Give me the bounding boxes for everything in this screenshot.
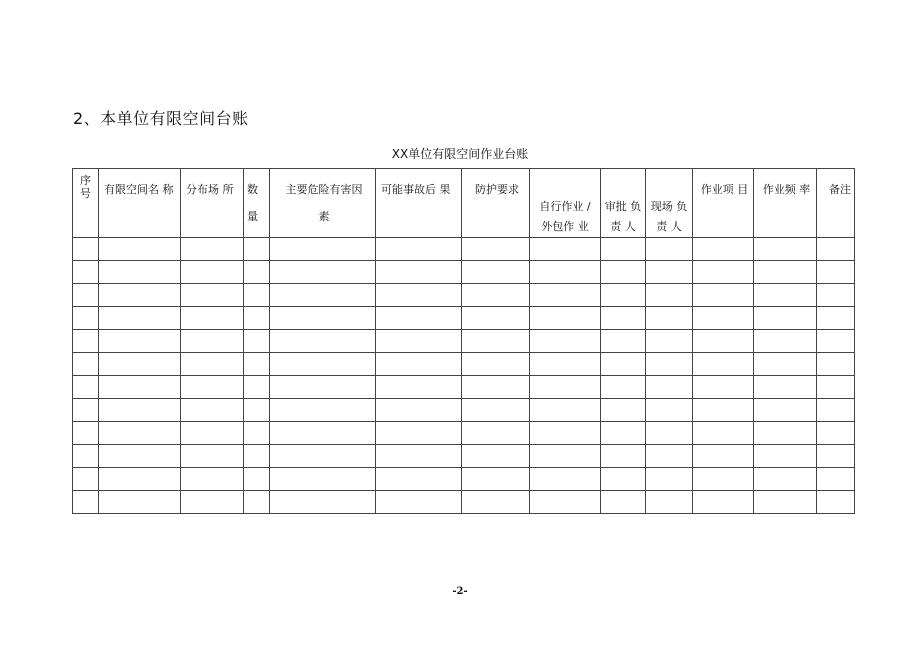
table-cell [817, 284, 855, 307]
table-cell [530, 376, 601, 399]
table-cell [73, 445, 99, 468]
table-cell [99, 284, 181, 307]
table-cell [376, 238, 462, 261]
table-cell [530, 399, 601, 422]
table-cell [601, 307, 646, 330]
table-cell [73, 422, 99, 445]
table-cell [462, 491, 530, 514]
table-cell [376, 353, 462, 376]
table-cell [73, 284, 99, 307]
header-label-work-item: 作业项 目 [700, 183, 749, 196]
table-cell [601, 353, 646, 376]
table-cell [530, 491, 601, 514]
table-cell [601, 399, 646, 422]
table-cell [244, 284, 270, 307]
table-cell [73, 238, 99, 261]
table-cell [693, 445, 754, 468]
table-cell [73, 376, 99, 399]
table-cell [646, 284, 693, 307]
table-cell [270, 353, 376, 376]
header-row [73, 169, 855, 238]
table-cell [754, 238, 817, 261]
table-cell [754, 422, 817, 445]
table-cell [601, 330, 646, 353]
table-cell [99, 238, 181, 261]
table-cell [376, 445, 462, 468]
header-label-location: 分布场 所 [186, 183, 234, 196]
table-cell [817, 238, 855, 261]
table-cell [693, 284, 754, 307]
table-cell [462, 284, 530, 307]
table-cell [376, 330, 462, 353]
table-cell [181, 422, 244, 445]
table-cell [181, 307, 244, 330]
table-cell [693, 307, 754, 330]
table-cell [693, 353, 754, 376]
table-cell [99, 491, 181, 514]
table-cell [270, 261, 376, 284]
table-cell [244, 330, 270, 353]
table-cell [462, 468, 530, 491]
header-label-approval-responsible: 审批 负 责 人 [604, 200, 642, 233]
table-cell [646, 445, 693, 468]
table-cell [181, 399, 244, 422]
table-row [73, 376, 855, 399]
table-cell [693, 468, 754, 491]
table-row [73, 307, 855, 330]
table-cell [462, 422, 530, 445]
table-cell [462, 376, 530, 399]
table-cell [693, 330, 754, 353]
table-cell [244, 376, 270, 399]
table-cell [244, 491, 270, 514]
table-cell [646, 376, 693, 399]
header-label-remarks: 备注 [829, 183, 851, 196]
table-cell [754, 353, 817, 376]
table-cell [270, 284, 376, 307]
table-cell [601, 422, 646, 445]
table-cell [244, 261, 270, 284]
table-cell [754, 445, 817, 468]
table-row [73, 399, 855, 422]
table-cell [270, 468, 376, 491]
table-cell [530, 422, 601, 445]
header-label-main-hazards: 主要危险有害因 素 [285, 183, 363, 223]
table-cell [646, 468, 693, 491]
table-cell [181, 284, 244, 307]
table-cell [462, 399, 530, 422]
table-cell [693, 491, 754, 514]
table-cell [270, 422, 376, 445]
header-cell-location [181, 169, 244, 238]
table-cell [244, 238, 270, 261]
header-label-possible-accidents: 可能事故后 果 [381, 183, 451, 196]
table-cell [646, 307, 693, 330]
header-cell-serial-number [73, 169, 99, 238]
table-cell [73, 399, 99, 422]
header-label-protection-requirements: 防护要求 [475, 183, 519, 196]
table-cell [244, 307, 270, 330]
table-cell [646, 353, 693, 376]
table-body [73, 238, 855, 514]
table-cell [530, 468, 601, 491]
table-cell [99, 376, 181, 399]
table-cell [530, 330, 601, 353]
header-label-onsite-responsible: 现场 负 责 人 [650, 200, 688, 233]
table-cell [693, 376, 754, 399]
header-label-space-name: 有限空间名 称 [104, 183, 174, 196]
table-cell [754, 261, 817, 284]
table-cell [73, 307, 99, 330]
header-cell-work-frequency [754, 169, 817, 238]
table-cell [601, 376, 646, 399]
table-cell [754, 307, 817, 330]
table-cell [462, 261, 530, 284]
table-cell [530, 238, 601, 261]
table-cell [754, 468, 817, 491]
table-cell [99, 353, 181, 376]
table-cell [376, 284, 462, 307]
table-cell [376, 376, 462, 399]
table-cell [270, 330, 376, 353]
table-cell [73, 330, 99, 353]
table-cell [376, 307, 462, 330]
table-cell [817, 422, 855, 445]
table-cell [99, 399, 181, 422]
table-cell [270, 376, 376, 399]
table-cell [270, 445, 376, 468]
table-cell [646, 422, 693, 445]
table-cell [693, 261, 754, 284]
table-cell [530, 284, 601, 307]
table-cell [530, 307, 601, 330]
table-cell [646, 491, 693, 514]
table-cell [270, 491, 376, 514]
table-cell [817, 307, 855, 330]
table-cell [693, 238, 754, 261]
header-cell-approval-responsible [601, 169, 646, 238]
table-cell [530, 445, 601, 468]
table-cell [99, 422, 181, 445]
table-cell [601, 238, 646, 261]
confined-space-ledger-table [72, 168, 855, 514]
table-cell [601, 261, 646, 284]
header-label-serial-number: 序 号 [80, 174, 91, 200]
table-cell [376, 399, 462, 422]
table-cell [181, 261, 244, 284]
table-cell [601, 491, 646, 514]
table-cell [99, 468, 181, 491]
header-cell-self-or-outsourced [530, 169, 601, 238]
table-cell [646, 330, 693, 353]
table-cell [530, 353, 601, 376]
table-cell [376, 491, 462, 514]
table-cell [270, 307, 376, 330]
table-cell [817, 445, 855, 468]
table-cell [817, 353, 855, 376]
table-cell [244, 353, 270, 376]
table-cell [754, 399, 817, 422]
table-cell [462, 445, 530, 468]
table-cell [73, 468, 99, 491]
table-row [73, 284, 855, 307]
table-cell [181, 445, 244, 468]
section-heading: 2、本单位有限空间台账 [73, 109, 249, 128]
table-cell [754, 376, 817, 399]
table-row [73, 445, 855, 468]
table-cell [601, 468, 646, 491]
table-row [73, 238, 855, 261]
table-cell [270, 238, 376, 261]
table-cell [530, 261, 601, 284]
table-cell [462, 330, 530, 353]
table-cell [754, 330, 817, 353]
table-cell [754, 491, 817, 514]
header-label-self-or-outsourced: 自行作业 / 外包作 业 [539, 200, 591, 233]
header-cell-main-hazards [270, 169, 376, 238]
table-cell [693, 422, 754, 445]
table-cell [376, 261, 462, 284]
table-cell [181, 468, 244, 491]
table-cell [376, 468, 462, 491]
table-cell [817, 399, 855, 422]
table-cell [244, 445, 270, 468]
table-cell [754, 284, 817, 307]
table-cell [99, 330, 181, 353]
header-cell-space-name [99, 169, 181, 238]
header-cell-remarks [817, 169, 855, 238]
table-cell [817, 491, 855, 514]
table-cell [73, 491, 99, 514]
table-cell [181, 330, 244, 353]
table-cell [244, 399, 270, 422]
table-row [73, 468, 855, 491]
table-cell [99, 261, 181, 284]
header-cell-protection-requirements [462, 169, 530, 238]
table-cell [646, 261, 693, 284]
table-cell [817, 261, 855, 284]
table-cell [376, 422, 462, 445]
table-cell [73, 261, 99, 284]
table-cell [99, 445, 181, 468]
header-cell-possible-accidents [376, 169, 462, 238]
table-cell [817, 330, 855, 353]
table-cell [646, 238, 693, 261]
header-label-work-frequency: 作业频 率 [762, 183, 811, 196]
table-cell [244, 422, 270, 445]
table-cell [601, 284, 646, 307]
table-row [73, 330, 855, 353]
table-cell [99, 307, 181, 330]
table-cell [462, 238, 530, 261]
table-cell [181, 238, 244, 261]
table-cell [181, 376, 244, 399]
table-cell [646, 399, 693, 422]
table-cell [181, 353, 244, 376]
table-cell [693, 399, 754, 422]
table-caption: XX单位有限空间作业台账 [391, 147, 529, 161]
table-cell [270, 399, 376, 422]
table-cell [73, 353, 99, 376]
table-cell [817, 468, 855, 491]
page-number: -2- [452, 586, 468, 597]
table-cell [462, 353, 530, 376]
header-cell-work-item [693, 169, 754, 238]
table-cell [601, 445, 646, 468]
table-cell [462, 307, 530, 330]
header-label-quantity: 数 量 [247, 183, 258, 223]
table-cell [244, 468, 270, 491]
table-row [73, 353, 855, 376]
header-cell-quantity [244, 169, 270, 238]
table-cell [181, 491, 244, 514]
table-row [73, 491, 855, 514]
header-cell-onsite-responsible [646, 169, 693, 238]
table-row [73, 422, 855, 445]
table-cell [817, 376, 855, 399]
table-row [73, 261, 855, 284]
